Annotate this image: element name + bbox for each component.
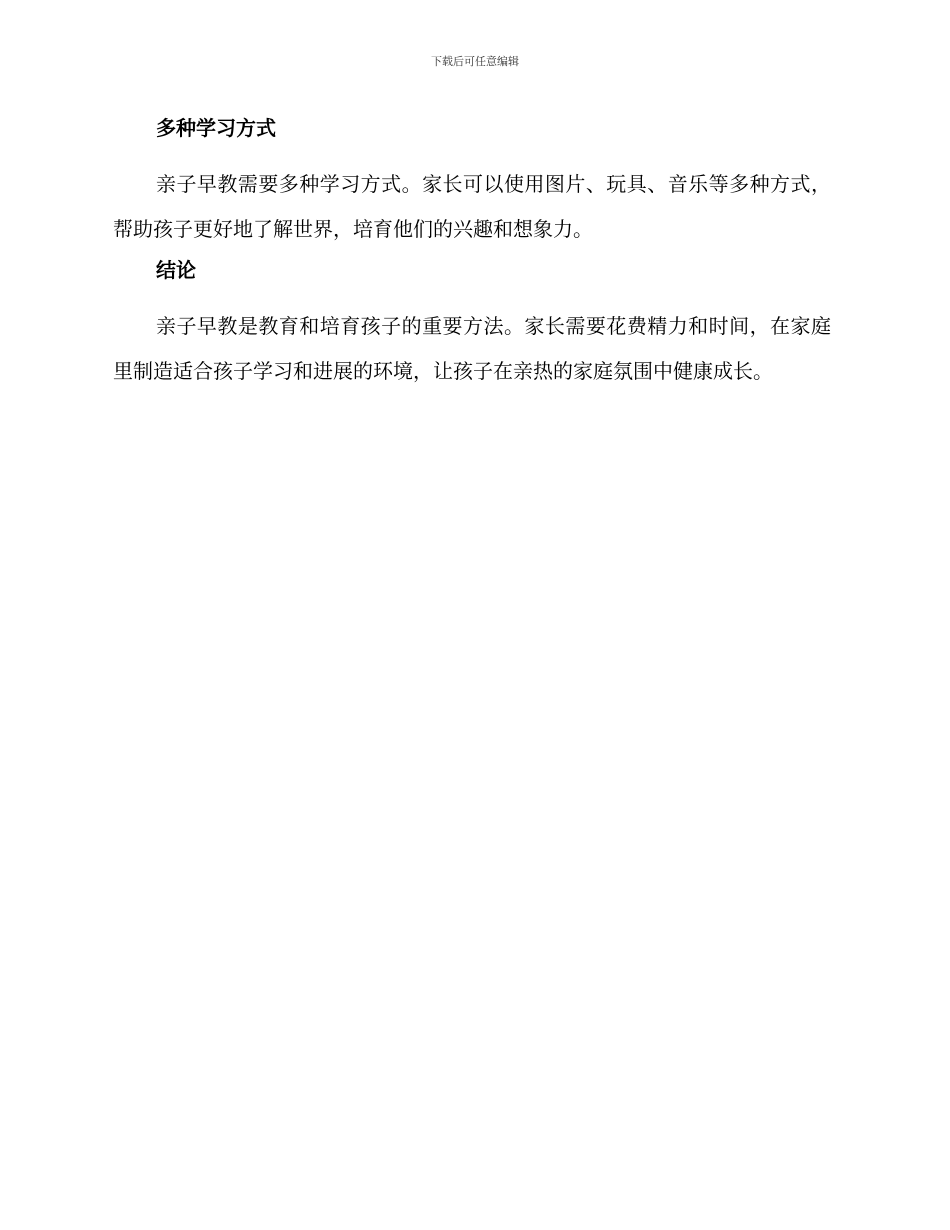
section-paragraph-learning-methods: 亲子早教需要多种学习方式。家长可以使用图片、玩具、音乐等多种方式，帮助孩子更好地了解世界，培育他们的兴趣和想象力。 bbox=[113, 172, 831, 241]
section-heading-learning-methods: 多种学习方式 bbox=[156, 116, 276, 140]
document-body bbox=[113, 112, 831, 394]
page-header: 下载后可任意编辑 bbox=[431, 55, 519, 68]
section-heading-conclusion: 结论 bbox=[156, 258, 196, 282]
section-paragraph-conclusion: 亲子早教是教育和培育孩子的重要方法。家长需要花费精力和时间，在家庭里制造适合孩子学习和进展的环境，让孩子在亲热的家庭氛围中健康成长。 bbox=[113, 314, 831, 383]
